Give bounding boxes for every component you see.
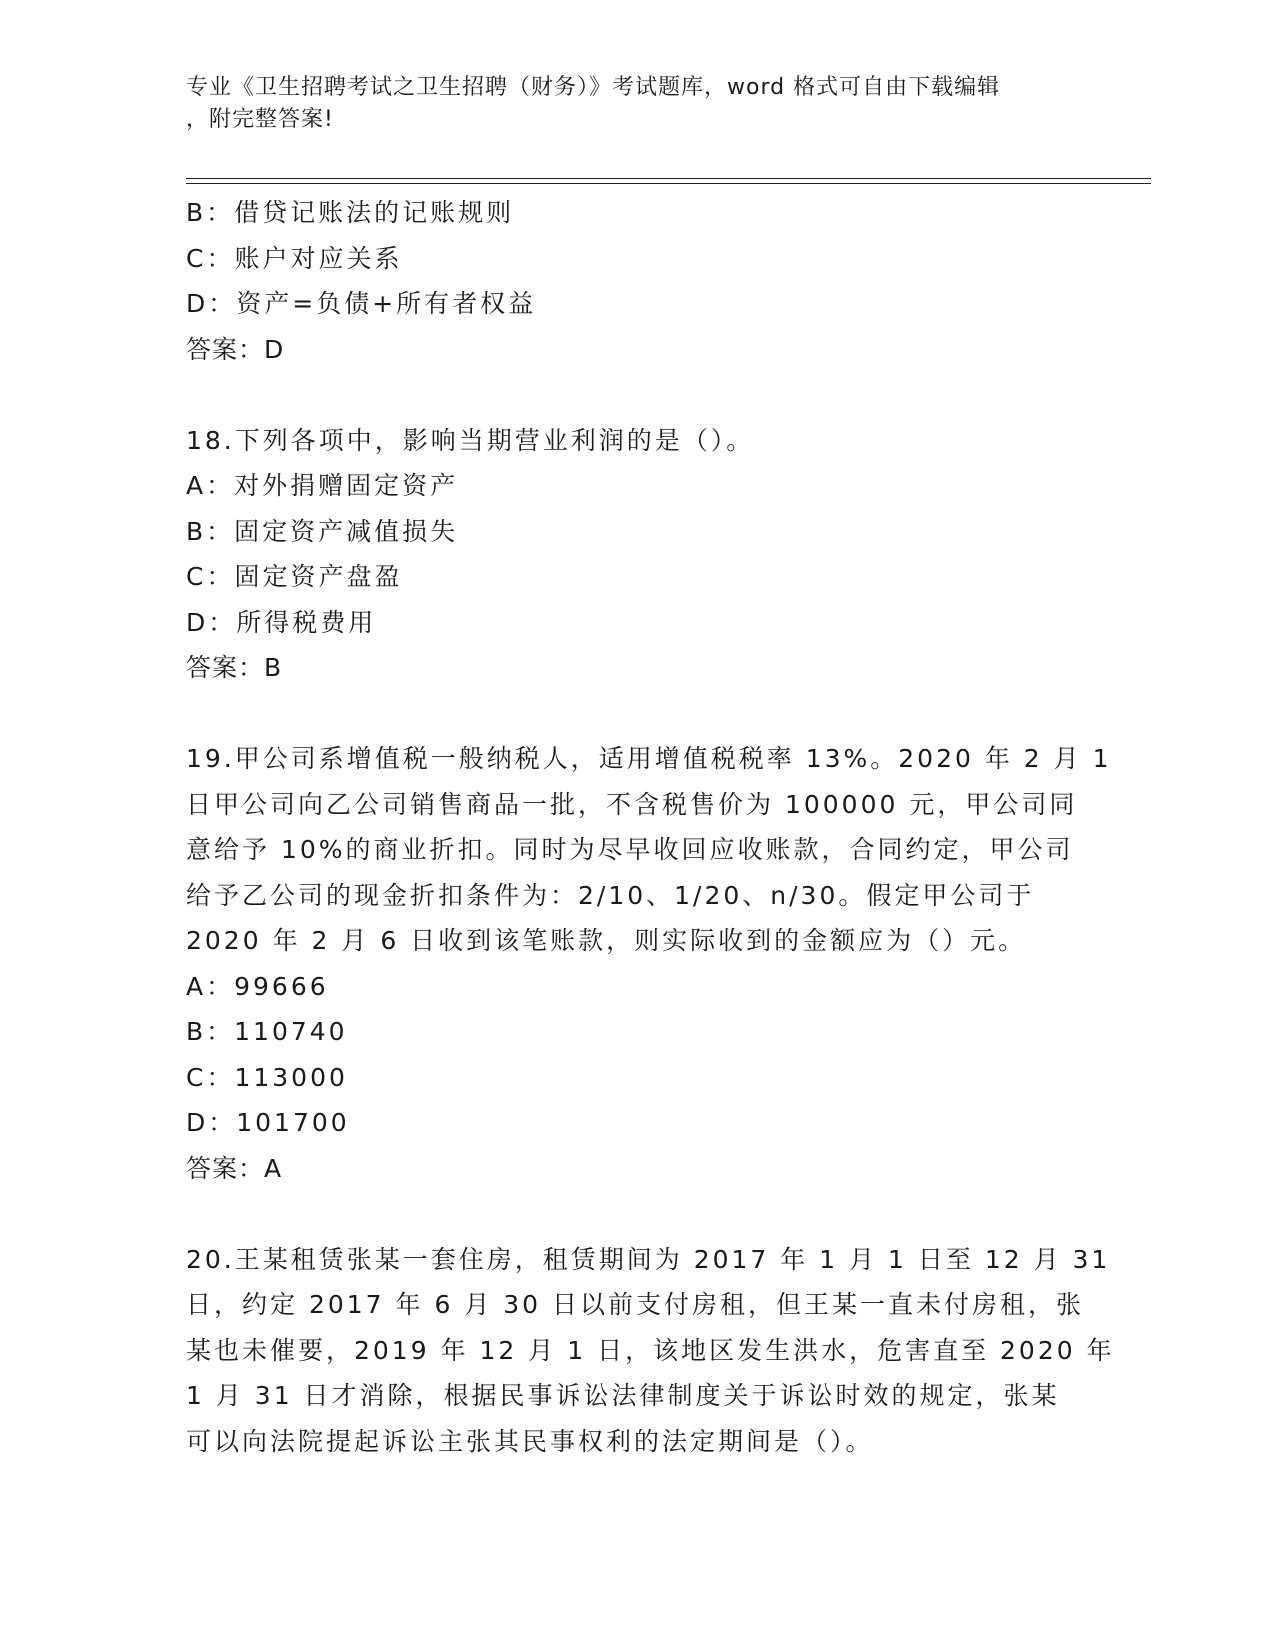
option-b: B：110740 bbox=[186, 1017, 348, 1046]
question-text-line-3: 某也未催要，2019 年 12 月 1 日，该地区发生洪水，危害直至 2020 年 bbox=[186, 1335, 1115, 1365]
option-b: B：借贷记账法的记账规则 bbox=[186, 198, 515, 227]
option-c: C：账户对应关系 bbox=[186, 243, 403, 273]
question-text-line-3: 意给予 10%的商业折扣。同时为尽早收回应收账款，合同约定，甲公司 bbox=[186, 835, 1074, 864]
option-b: B：固定资产减值损失 bbox=[186, 516, 459, 546]
option-d: D：资产=负债+所有者权益 bbox=[186, 289, 537, 318]
question-text-line-4: 1 月 31 日才消除，根据民事诉讼法律制度关于诉讼时效的规定，张某 bbox=[186, 1381, 1060, 1410]
spacer bbox=[186, 1191, 1076, 1237]
spacer bbox=[186, 372, 1076, 418]
question-text-line-4: 给予乙公司的现金折扣条件为：2/10、1/20、n/30。假定甲公司于 bbox=[186, 880, 1035, 910]
option-d: D：所得税费用 bbox=[186, 607, 377, 637]
answer: 答案：D bbox=[186, 334, 285, 364]
question-text: 18.下列各项中，影响当期营业利润的是（）。 bbox=[186, 425, 755, 455]
question-text-line-5: 可以向法院提起诉讼主张其民事权利的法定期间是（）。 bbox=[186, 1426, 874, 1456]
header-line-2: ，附完整答案! bbox=[186, 107, 334, 132]
option-c: C：113000 bbox=[186, 1062, 348, 1092]
document-header bbox=[186, 72, 1066, 136]
question-text-line-2: 日甲公司向乙公司销售商品一批，不含税售价为 100000 元，甲公司同 bbox=[186, 789, 1078, 819]
header-line-1: 专业《卫生招聘考试之卫生招聘（财务）》考试题库，word 格式可自由下载编辑 bbox=[186, 75, 1001, 100]
question-20 bbox=[186, 1237, 1115, 1465]
question-text-line-5: 2020 年 2 月 6 日收到该笔账款，则实际收到的金额应为（）元。 bbox=[186, 926, 1027, 955]
question-text-line-1: 19.甲公司系增值税一般纳税人，适用增值税税率 13%。2020 年 2 月 1 bbox=[186, 744, 1112, 773]
spacer bbox=[186, 691, 1076, 737]
question-19 bbox=[186, 736, 1112, 1191]
option-a: A：99666 bbox=[186, 971, 329, 1001]
answer: 答案：B bbox=[186, 653, 283, 682]
document-body bbox=[186, 190, 1115, 1464]
header-divider-top bbox=[186, 178, 1151, 179]
answer: 答案：A bbox=[186, 1153, 283, 1183]
option-a: A：对外捐赠固定资产 bbox=[186, 471, 459, 500]
question-text-line-1: 20.王某租赁张某一套住房，租赁期间为 2017 年 1 月 1 日至 12 月 31 bbox=[186, 1244, 1111, 1274]
question-18 bbox=[186, 418, 1076, 691]
question-text-line-2: 日，约定 2017 年 6 月 30 日以前支付房租，但王某一直未付房租，张 bbox=[186, 1290, 1085, 1319]
question-17 bbox=[186, 190, 1076, 372]
header-divider-bottom bbox=[186, 183, 1151, 184]
option-c: C：固定资产盘盈 bbox=[186, 562, 403, 591]
option-d: D：101700 bbox=[186, 1108, 350, 1137]
